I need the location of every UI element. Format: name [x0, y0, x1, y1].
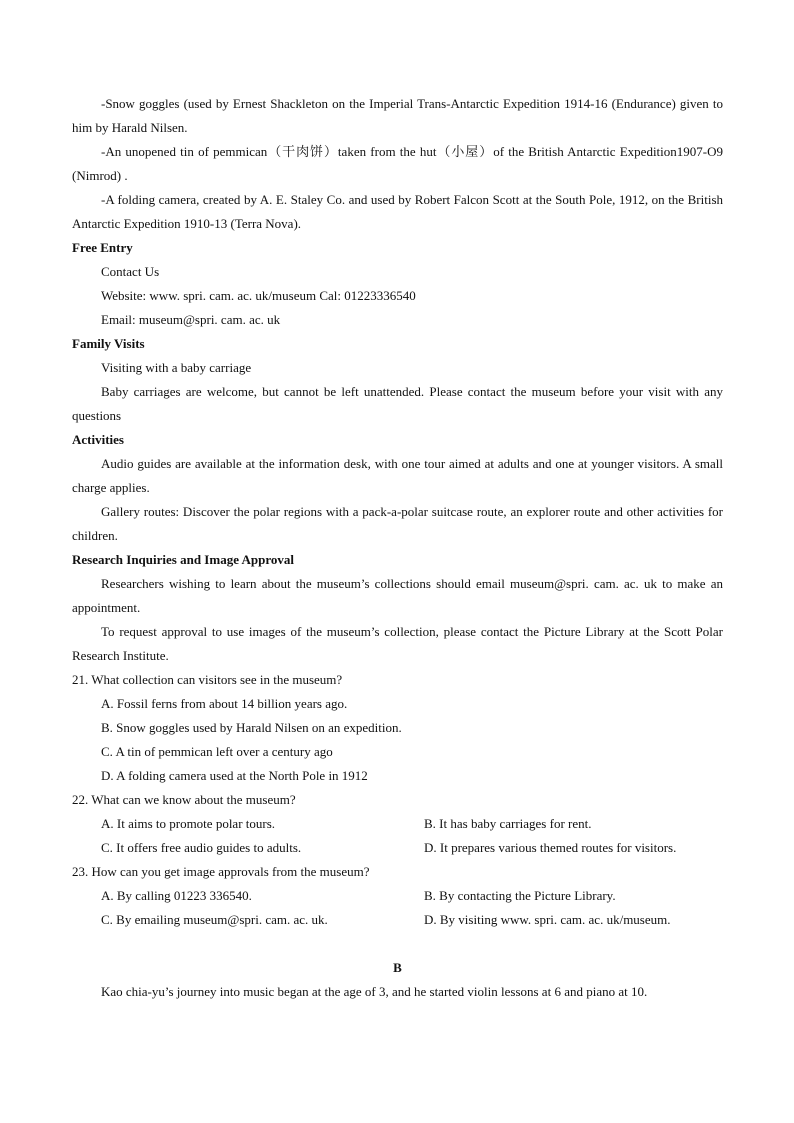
baby-carriage-text: Baby carriages are welcome, but cannot be left unattended. Please contact the museum before your visit with any questions: [72, 384, 723, 423]
q23-option-d: D. By visiting www. spri. cam. ac. uk/museum.: [424, 912, 671, 927]
free-entry-heading: Free Entry: [72, 240, 133, 255]
activities-heading: Activities: [72, 432, 124, 447]
collection-item-camera: -A folding camera, created by A. E. Staley Co. and used by Robert Falcon Scott at the South Pole, 1912, on the British Antarctic Expedition 1910-13 (Terra Nova).: [72, 192, 723, 231]
q22-options-row-2: [72, 836, 723, 860]
q22-option-d: D. It prepares various themed routes for visitors.: [424, 840, 677, 855]
q22-option-c: C. It offers free audio guides to adults.: [101, 840, 302, 855]
website-line: Website: www. spri. cam. ac. uk/museum Cal: 01223336540: [101, 288, 416, 303]
q21-option-d: D. A folding camera used at the North Pole in 1912: [101, 768, 368, 783]
baby-carriage-subheading: Visiting with a baby carriage: [101, 360, 252, 375]
family-visits-heading: Family Visits: [72, 336, 145, 351]
q23-option-b: B. By contacting the Picture Library.: [424, 888, 616, 903]
q23-options-row-2: [72, 908, 723, 932]
email-line: Email: museum@spri. cam. ac. uk: [101, 312, 281, 327]
image-approval-text: To request approval to use images of the museum’s collection, please contact the Picture Library at the Scott Polar Research Institute.: [72, 624, 723, 663]
q21-option-b: B. Snow goggles used by Harald Nilsen on an expedition.: [101, 720, 402, 735]
audio-guides-text: Audio guides are available at the information desk, with one tour aimed at adults and one at younger visitors. A small charge applies.: [72, 456, 723, 495]
q21-option-c: C. A tin of pemmican left over a century ago: [101, 744, 333, 759]
document-page: [72, 92, 723, 1004]
q23-option-c: C. By emailing museum@spri. cam. ac. uk.: [101, 912, 328, 927]
question-22: 22. What can we know about the museum?: [72, 792, 296, 807]
question-23: 23. How can you get image approvals from the museum?: [72, 864, 370, 879]
research-text: Researchers wishing to learn about the museum’s collections should email museum@spri. cam. ac. uk to make an appointment.: [72, 576, 723, 615]
section-b-text: Kao chia-yu’s journey into music began at the age of 3, and he started violin lessons at 6 and piano at 10.: [101, 984, 648, 999]
q22-option-b: B. It has baby carriages for rent.: [424, 816, 592, 831]
q23-options-row-1: [72, 884, 723, 908]
q21-option-a: A. Fossil ferns from about 14 billion years ago.: [101, 696, 348, 711]
collection-item-goggles: -Snow goggles (used by Ernest Shackleton on the Imperial Trans-Antarctic Expedition 1914-16 (Endurance) given to him by Harald Nilsen.: [72, 96, 723, 135]
q22-option-a: A. It aims to promote polar tours.: [101, 816, 276, 831]
q23-option-a: A. By calling 01223 336540.: [101, 888, 252, 903]
gallery-routes-text: Gallery routes: Discover the polar regions with a pack-a-polar suitcase route, an explorer route and other activities for children.: [72, 504, 723, 543]
question-21: 21. What collection can visitors see in the museum?: [72, 672, 343, 687]
collection-item-pemmican: -An unopened tin of pemmican（干肉饼）taken from the hut（小屋）of the British Antarctic Expedition1907-O9 (Nimrod) .: [72, 144, 723, 183]
section-b-label: B: [393, 960, 402, 975]
contact-us-label: Contact Us: [101, 264, 160, 279]
research-heading: Research Inquiries and Image Approval: [72, 552, 294, 567]
q22-options-row-1: [72, 812, 723, 836]
